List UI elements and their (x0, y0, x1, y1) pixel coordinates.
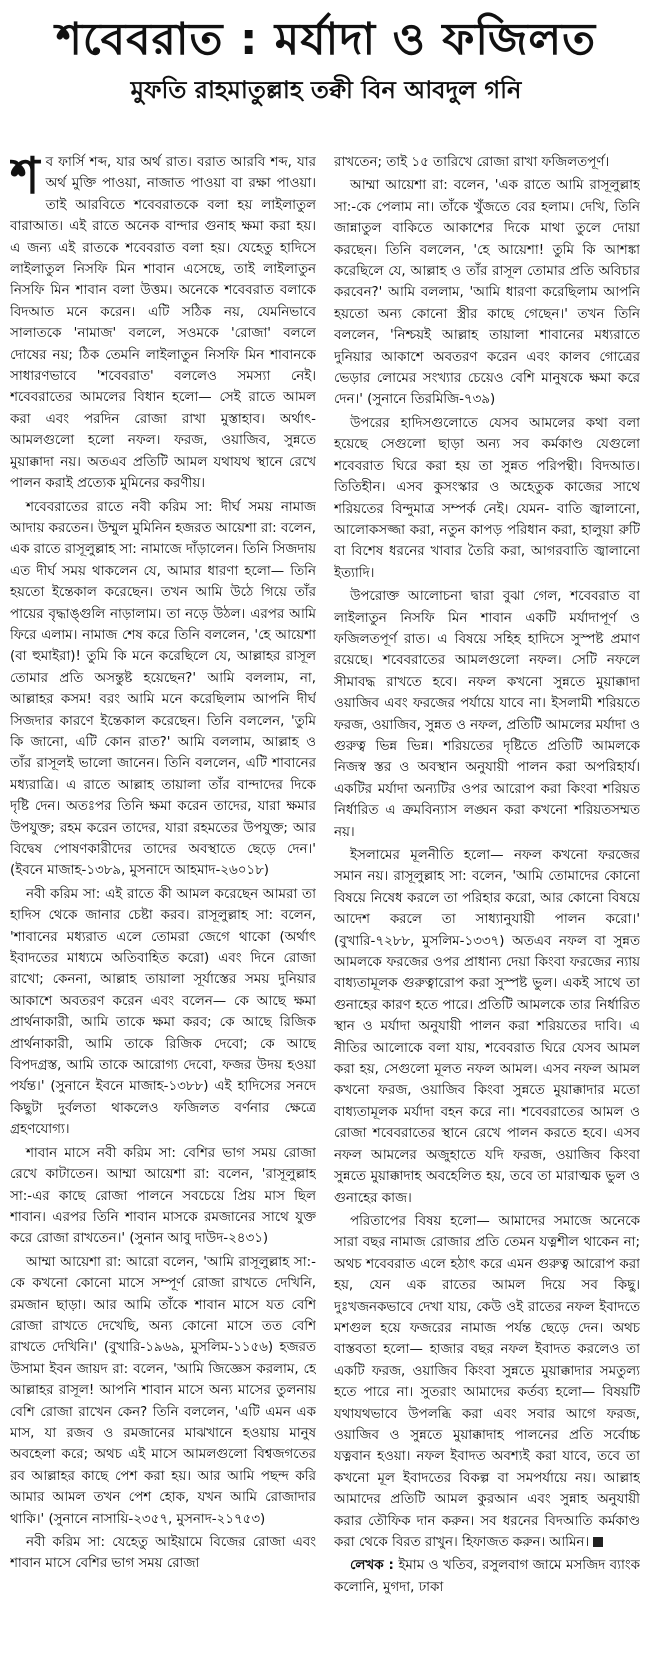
article-byline: মুফতি রাহমাতুল্লাহ তক্বী বিন আবদুল গনি (130, 76, 522, 104)
paragraph: ইসলামের মূলনীতি হলো— নফল কখনো ফরজের সমান নয়। রাসূলুল্লাহ সা: বলেন, 'আমি তোমাদের কোনো বিষয়ে নিষেধ করলে তা পরিহার করো, আর কোনো বিষয়ে আদেশ করলে তা সাধ্যানুযায়ী পালন করো।' (বুখারি-৭২৮৮, মুসলিম-১৩৩৭) অতএব নফল বা সুন্নত আমলকে ফরজের ওপর প্রাধান্য দেয়া কিংবা ফরজের ন্যায় বাধ্যতামূলক গুরুত্বারোপ করা সুস্পষ্ট ভুল। একই সাথে তা গুনাহের কারণ হতে পারে। প্রতিটি আমলকে তার নির্ধারিত স্থান ও মর্যাদা অনুযায়ী পালন করা শরিয়তের দাবি। এ নীতির আলোকে বলা যায়, শবেবরাত ঘিরে যেসব আমল করা হয়, সেগুলো মূলত নফল আমল। এসব নফল আমল কখনো ফরজ, ওয়াজিব কিংবা সুন্নতে মুয়াক্কাদার মতো বাধ্যতামূলক মর্যাদা বহন করে না। শবেবরাতের আমল ও রোজা শবেবরাতের স্থানে রেখে পালন করতে হবে। এসব নফল আমলের অজুহাতে যদি ফরজ, ওয়াজিব কিংবা সুন্নতে মুয়াক্কাদাহ অবহেলিত হয়, তবে তা মারাত্মক ভুল ও গুনাহের কাজ। (334, 848, 640, 1206)
paragraph-text: পরিতাপের বিষয় হলো— আমাদের সমাজে অনেকে সারা বছর নামাজ রোজার প্রতি তেমন যত্নশীল থাকেন না; অথচ শবেবরাত এলে হঠাৎ করে এমন গুরুত্ব আরোপ করা হয়, যেন এক রাতের আমল দিয়ে সব কিছু। দুঃখজনকভাবে দেখা যায়, কেউ ওই রাতের নফল ইবাদতে মশগুল হয়ে ফজরের নামাজ পর্যন্ত ছেড়ে দেন। অথচ বাস্তবতা হলো— হাজার বছর নফল ইবাদত করলেও তা একটি ফরজ, ওয়াজিব কিংবা সুন্নতে মুয়াক্কাদার সমতুল্য হতে পারে না। সুতরাং আমাদের কর্তব্য হলো— বিষয়টি যথাযথভাবে উপলব্ধি করা এবং সবার আগে ফরজ, ওয়াজিব ও সুন্নতে মুয়াক্কাদাহ পালনের প্রতি সর্বোচ্চ যত্নবান হওয়া। নফল ইবাদত অবশ্যই করা যাবে, তবে তা কখনো মূল ইবাদতের বিকল্প বা সমপর্যায়ে নয়। আল্লাহ আমাদের প্রতিটি আমল কুরআন এবং সুন্নাহ অনুযায়ী করার তৌফিক দান করুন। সব ধরনের বিদআতি কর্মকাণ্ড করা থেকে বিরত রাখুন। হিফাজত করুন। আমিন। (334, 1213, 640, 1550)
drop-cap: শ (10, 152, 40, 205)
article-title: শবেবরাত : মর্যাদা ও ফজিলত (55, 14, 597, 65)
author-text: ইমাম ও খতিব, রসুলবাগ জামে মসজিদ ব্যাংক কলোনি, মুগদা, ঢাকা (334, 1558, 640, 1595)
paragraph-text: ব ফার্সি শব্দ, যার অর্থ রাত। বরাত আরবি শব্দ, যার অর্থ মুক্তি পাওয়া, নাজাত পাওয়া বা রক্ষা পাওয়া। তাই আরবিতে শবেবরাতকে বলা হয় লাইলাতুল বারাআত। এই রাতে অনেক বান্দার গুনাহ ক্ষমা করা হয়। এ জন্য এই রাতকে শবেবরাত বলা হয়। যেহেতু হাদিসে লাইলাতুল নিসফি মিন শাবান এসেছে, তাই লাইলাতুন নিসফি মিন শাবান বলা উত্তম। অনেকে শবেবরাত বলাকে বিদআত মনে করেন। এটি সঠিক নয়, যেমনিভাবে সালাতকে 'নামাজ' বললে, সওমকে 'রোজা' বললে দোষের নয়; ঠিক তেমনি লাইলাতুন নিসফি মিন শাবানকে সাধারণভাবে 'শবেবরাত' বললেও সমস্যা নেই। শবেবরাতের আমলের বিধান হলো— সেই রাতে আমল করা এবং পরদিন রোজা রাখা মুস্তাহাব। অর্থাৎ- আমলগুলো হলো নফল। ফরজ, ওয়াজিব, সুন্নতে মুয়াক্কাদা নয়। অতএব প্রতিটি আমল যথাযথ স্থানে রেখে পালন করাই প্রত্যেক মুমিনের করণীয়। (10, 155, 316, 492)
paragraph: আম্মা আয়েশা রা: আরো বলেন, 'আমি রাসূলুল্লাহ সা:-কে কখনো কোনো মাসে সম্পূর্ণ রোজা রাখতে দেখিনি, রমজান ছাড়া। আর আমি তাঁকে শাবান মাসে যত বেশি রোজা রাখতে দেখেছি, অন্য কোনো মাসে তত বেশি রাখতে দেখিনি।' (বুখারি-১৯৬৯, মুসলিম-১১৫৬) হজরত উসামা ইবন জায়দ রা: বলেন, 'আমি জিজ্ঞেস করলাম, হে আল্লাহর রাসূল! আপনি শাবান মাসে অন্য মাসের তুলনায় বেশি রোজা রাখেন কেন? তিনি বললেন, 'এটি এমন এক মাস, যা রজব ও রমজানের মাঝখানে হওয়ায় মানুষ অবহেলা করে; অথচ এই মাসে আমলগুলো বিশ্বজগতের রব আল্লাহর কাছে পেশ করা হয়। আর আমি পছন্দ করি আমার আমল তখন পেশ হোক, যখন আমি রোজাদার থাকি।' (সুনানে নাসায়ি-২৩৫৭, মুসনাদ-২১৭৫৩) (10, 1254, 316, 1527)
paragraph: উপরোক্ত আলোচনা দ্বারা বুঝা গেল, শবেবরাত বা লাইলাতুন নিসফি মিন শাবান একটি মর্যাদাপূর্ণ ও ফজিলতপূর্ণ রাত। এ বিষয়ে সহিহ হাদিসে সুস্পষ্ট প্রমাণ রয়েছে। শবেবরাতের আমলগুলো নফল। সেটি নফলে সীমাবদ্ধ রাখতে হবে। নফল কখনো সুন্নতে মুয়াক্কাদা ওয়াজিব এবং ফরজের পর্যায়ে যাবে না। ইসলামী শরিয়তে ফরজ, ওয়াজিব, সুন্নত ও নফল, প্রতিটি আমলের মর্যাদা ও গুরুত্ব ভিন্ন ভিন্ন। শরিয়তের দৃষ্টিতে প্রতিটি আমলকে নিজস্ব স্তর ও অবস্থান অনুযায়ী পালন করা অপরিহার্য। একটির মর্যাদা অন্যটির ওপর আরোপ করা কিংবা শরিয়ত নির্ধারিত এ ক্রমবিন্যাস লঙ্ঘন করা কখনো শরিয়তসম্মত নয়। (334, 589, 640, 840)
author-note (334, 1555, 640, 1598)
paragraph: শবেবরাতের রাতে নবী করিম সা: দীর্ঘ সময় নামাজ আদায় করতেন। উম্মুল মুমিনিন হজরত আয়েশা রা: বলেন, এক রাতে রাসূলুল্লাহ সা: নামাজে দাঁড়ালেন। তিনি সিজদায় এত দীর্ঘ সময় থাকলেন যে, আমার ধারণা হলো— তিনি হয়তো ইন্তেকাল করেছেন। তখন আমি উঠে গিয়ে তাঁর পায়ের বৃদ্ধাঙ্গুলি নাড়ালাম। তা নড়ে উঠল। এরপর আমি ফিরে এলাম। নামাজ শেষ করে তিনি বললেন, 'হে আয়েশা (বা হুমাইরা)! তুমি কি মনে করেছিলে যে, আল্লাহর রাসূল তোমার প্রতি অসন্তুষ্ট হয়েছেন?' আমি বললাম, না, আল্লাহর কসম! বরং আমি মনে করেছিলাম আপনি দীর্ঘ সিজদার কারণে ইন্তেকাল করেছেন। তিনি বললেন, 'তুমি কি জানো, এটি কোন রাত?' আমি বললাম, আল্লাহ ও তাঁর রাসূলই ভালো জানেন। তিনি বললেন, এটি শাবানের মধ্যরাত্রি। এ রাতে আল্লাহ তায়ালা তাঁর বান্দাদের দিকে দৃষ্টি দেন। অতঃপর তিনি ক্ষমা করেন তাদের, যারা ক্ষমার উপযুক্ত; রহম করেন তাদের, যারা রহমতের উপযুক্ত; আর বিদ্বেষ পোষণকারীদের তাদের অবস্থাতে ছেড়ে দেন।' (ইবনে মাজাহ-১৩৮৯, মুসনাদে আহমাদ-২৬০১৮) (10, 499, 316, 879)
column-right (334, 152, 640, 1652)
column-left (10, 152, 316, 1652)
author-label: লেখক : (350, 1558, 394, 1574)
paragraph (10, 152, 316, 495)
paragraph: নবী করিম সা: এই রাতে কী আমল করেছেন আমরা তা হাদিস থেকে জানার চেষ্টা করব। রাসূলুল্লাহ সা: বলেন, 'শাবানের মধ্যরাত এলে তোমরা জেগে থাকো (অর্থাৎ ইবাদতের মাধ্যমে অতিবাহিত করো) এবং দিনে রোজা রাখো; কেননা, আল্লাহ তায়ালা সূর্যাস্তের সময় দুনিয়ার আকাশে অবতরণ করেন এবং বলেন— কে আছে ক্ষমা প্রার্থনাকারী, আমি তাকে ক্ষমা করব; কে আছে রিজিক প্রার্থনাকারী, আমি তাকে রিজিক দেবো; কে আছে বিপদগ্রস্ত, আমি তাকে আরোগ্য দেবো, ফজর উদয় হওয়া পর্যন্ত।' (সুনানে ইবনে মাজাহ-১৩৮৮) এই হাদিসের সনদে কিছুটা দুর্বলতা থাকলেও ফজিলত বর্ণনার ক্ষেত্রে গ্রহণযোগ্য। (10, 886, 316, 1138)
article-body (10, 152, 640, 1652)
paragraph: রাখতেন; তাই ১৫ তারিখে রোজা রাখা ফজিলতপূর্ণ। (334, 155, 610, 170)
paragraph: নবী করিম সা: যেহেতু আইয়ামে বিজের রোজা এবং শাবান মাসে বেশির ভাগ সময় রোজা (10, 1535, 316, 1572)
paragraph: আম্মা আয়েশা রা: বলেন, 'এক রাতে আমি রাসূলুল্লাহ সা:-কে পেলাম না। তাঁকে খুঁজতে বের হলাম। দেখি, তিনি জান্নাতুল বাকিতে আকাশের দিকে মাথা তুলে দোয়া করছেন। তিনি বললেন, 'হে আয়েশা! তুমি কি আশঙ্কা করেছিলে যে, আল্লাহ ও তাঁর রাসূল তোমার প্রতি অবিচার করবেন?' আমি বললাম, 'আমি ধারণা করেছিলাম আপনি হয়তো অন্য কোনো স্ত্রীর কাছে গেছেন।' তখন তিনি বললেন, 'নিশ্চয়ই আল্লাহ তায়ালা শাবানের মধ্যরাতে দুনিয়ার আকাশে অবতরণ করেন এবং কালব গোত্রের ভেড়ার লোমের সংখ্যার চেয়েও বেশি মানুষকে ক্ষমা করে দেন।' (সুনানে তিরমিজি-৭৩৯) (334, 178, 640, 408)
paragraph: শাবান মাসে নবী করিম সা: বেশির ভাগ সময় রোজা রেখে কাটাতেন। আম্মা আয়েশা রা: বলেন, 'রাসূলুল্লাহ সা:-এর কাছে রোজা পালনে সবচেয়ে প্রিয় মাস ছিল শাবান। এরপর তিনি শাবান মাসকে রমজানের সাথে যুক্ত করে রোজা রাখতেন।' (সুনান আবু দাউদ-২৪৩১) (10, 1145, 316, 1247)
paragraph: উপরের হাদিসগুলোতে যেসব আমলের কথা বলা হয়েছে সেগুলো ছাড়া অন্য সব কর্মকাণ্ড যেগুলো শবেবরাত ঘিরে করা হয় তা সুন্নত পরিপন্থী। বিদআত। তিতিহীন। এসব কুসংস্কার ও অহেতুক কাজের সাথে শরিয়তের বিন্দুমাত্র সম্পর্ক নেই। যেমন- বাতি জ্বালানো, আলোকসজ্জা করা, নতুন কাপড় পরিধান করা, হালুয়া রুটি বা বিশেষ ধরনের খাবার তৈরি করা, আগরবাতি জ্বালানো ইত্যাদি। (334, 415, 640, 581)
paragraph (334, 1211, 640, 1554)
end-square-icon (593, 1537, 603, 1547)
